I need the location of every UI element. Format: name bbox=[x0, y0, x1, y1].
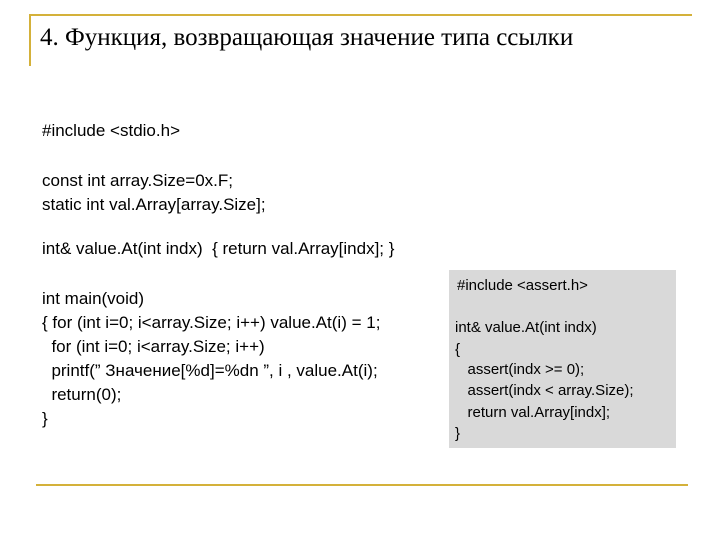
panel-line: } bbox=[455, 425, 461, 442]
panel-line: { bbox=[455, 341, 461, 358]
code-value-at-function: int& value.At(int indx) { return val.Array[indx]; } bbox=[42, 239, 395, 258]
code-decl-val-array: static int val.Array[array.Size]; bbox=[42, 195, 266, 214]
panel-line: int& value.At(int indx) bbox=[455, 319, 597, 336]
code-line: } bbox=[42, 409, 48, 428]
panel-line: assert(indx < array.Size); bbox=[455, 382, 634, 399]
code-decl-array-size: const int array.Size=0x.F; bbox=[42, 171, 234, 190]
panel-line: return val.Array[indx]; bbox=[455, 404, 611, 421]
code-include: #include <stdio.h> bbox=[42, 121, 180, 140]
code-line: for (int i=0; i<array.Size; i++) bbox=[42, 337, 265, 356]
code-line: int main(void) bbox=[42, 289, 145, 308]
slide-title: 4. Функция, возвращающая значение типа ссылки bbox=[40, 24, 574, 51]
bottom-rule bbox=[36, 484, 688, 486]
panel-line: assert(indx >= 0); bbox=[455, 361, 585, 378]
code-line: return(0); bbox=[42, 385, 122, 404]
left-accent-rule bbox=[29, 14, 31, 66]
code-line: { for (int i=0; i<array.Size; i++) value.At(i) = 1; bbox=[42, 313, 381, 332]
panel-include: #include <assert.h> bbox=[457, 277, 588, 294]
top-rule bbox=[29, 14, 692, 16]
assert-code-panel bbox=[449, 270, 676, 448]
code-line: printf(” Значение[%d]=%dn ”, i , value.At(i); bbox=[42, 361, 378, 380]
